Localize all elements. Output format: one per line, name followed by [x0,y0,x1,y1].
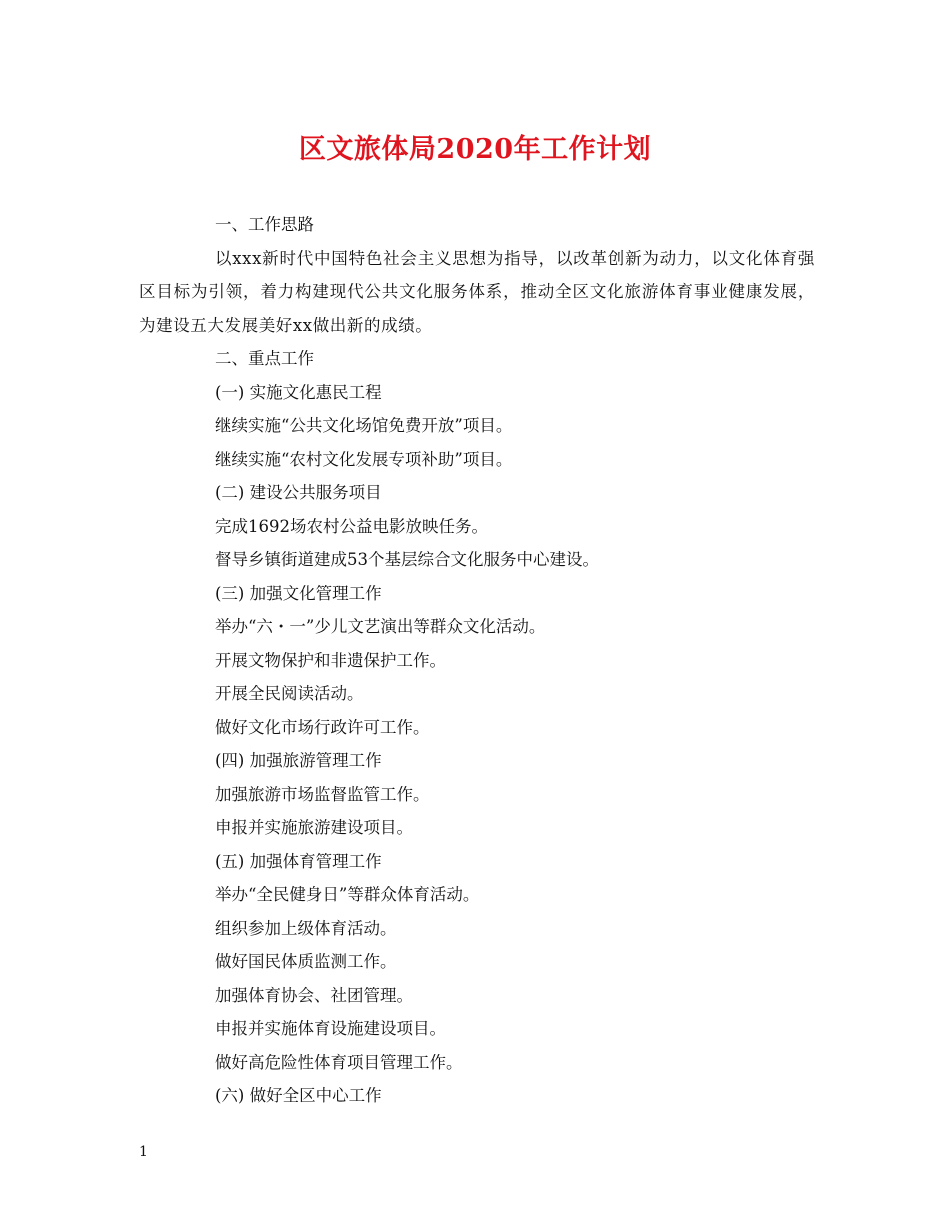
body-line: 举办“全民健身日”等群众体育活动。 [215,885,480,904]
body-line: 开展文物保护和非遗保护工作。 [215,650,446,670]
body-line: 继续实施“公共文化场馆免费开放”项目。 [215,416,513,435]
body-line: 加强体育协会、社团管理。 [215,985,413,1005]
body-line: 开展全民阅读活动。 [215,684,364,703]
subsection-heading: (一) 实施文化惠民工程 [215,382,382,402]
document-title: 区文旅体局2020年工作计划 [298,134,652,165]
body-paragraph: 以xxx新时代中国特色社会主义思想为指导，以改革创新为动力，以文化体育强区目标为引领，着力构建现代公共文化服务体系，推动全区文化旅游体育事业健康发展，为建设五大发展美好xx做出新的成绩。 [139,248,815,335]
section-heading: 二、重点工作 [215,349,314,368]
body-line: 申报并实施旅游建设项目。 [215,818,413,837]
body-line: 完成1692场农村公益电影放映任务。 [215,516,488,536]
page-number: 1 [139,1144,148,1160]
body-line: 组织参加上级体育活动。 [215,918,397,938]
body-line: 举办“六・一”少儿文艺演出等群众文化活动。 [215,617,546,636]
body-line: 继续实施“农村文化发展专项补助”项目。 [215,449,513,469]
subsection-heading: (五) 加强体育管理工作 [215,851,382,871]
body-line: 督导乡镇街道建成53个基层综合文化服务中心建设。 [215,550,599,569]
body-line: 加强旅游市场监督监管工作。 [215,784,430,804]
body-line: 做好文化市场行政许可工作。 [215,717,430,737]
document-body [139,208,815,1113]
subsection-heading: (二) 建设公共服务项目 [215,483,382,502]
subsection-heading: (三) 加强文化管理工作 [215,583,382,603]
subsection-heading: (六) 做好全区中心工作 [215,1086,382,1105]
subsection-heading: (四) 加强旅游管理工作 [215,751,382,770]
body-line: 做好高危险性体育项目管理工作。 [215,1052,463,1072]
section-heading: 一、工作思路 [215,215,314,234]
body-line: 申报并实施体育设施建设项目。 [215,1019,446,1038]
body-line: 做好国民体质监测工作。 [215,952,397,971]
